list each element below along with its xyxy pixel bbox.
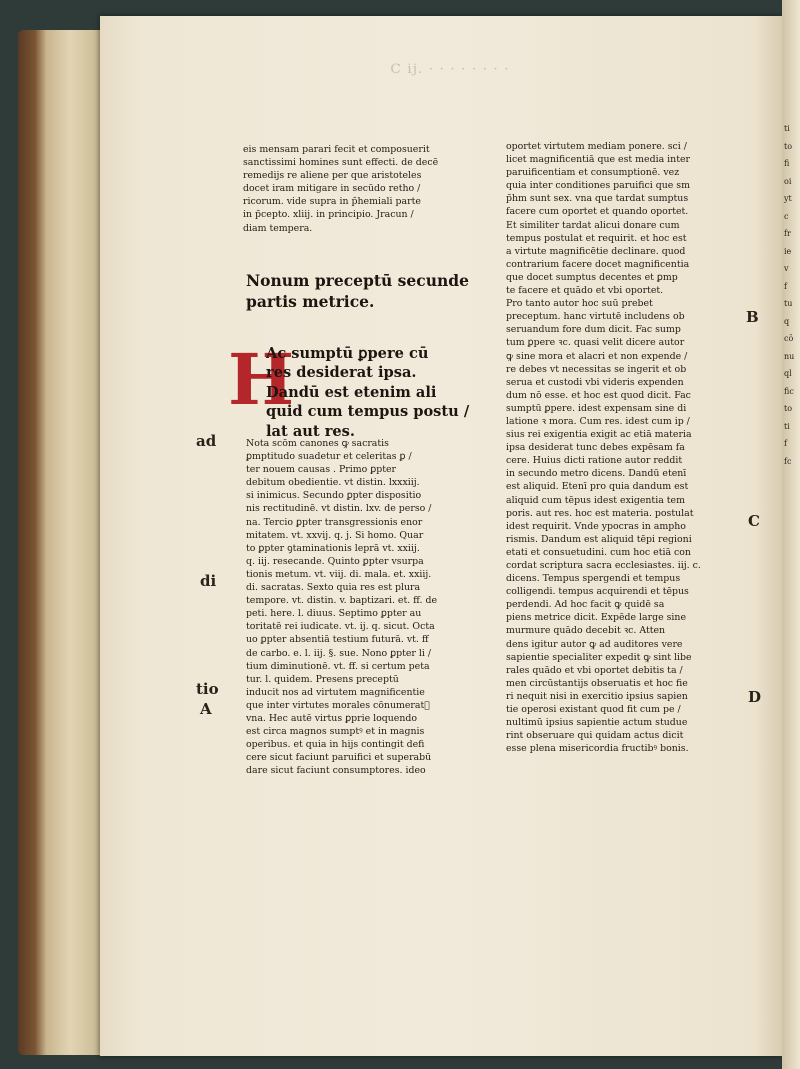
verse-line: quid cum tempus postu / <box>266 403 470 421</box>
text-line: remedijs re aliene per que aristoteles <box>243 170 422 182</box>
fragment: fr <box>784 229 791 238</box>
fragment: ti <box>784 421 790 431</box>
text-line: ter nouem causas . Primo ꝑpter <box>246 464 396 476</box>
text-line: cere. Huius dicti ratione autor reddit <box>506 455 683 467</box>
running-head: C ij. · · · · · · · · <box>390 62 510 77</box>
text-line: tempore. vt. distin. v. baptizari. et. ff. de <box>246 595 438 607</box>
text-line: perdendi. Ad hoc facit ꝙ quidē sa <box>506 599 665 611</box>
text-line: preceptum. hanc virtutē includens ob <box>506 311 685 323</box>
text-line: ꝙ sine mora et alacri et non expende / <box>506 350 688 362</box>
fragment: f <box>784 281 787 291</box>
text-line: ꝑmptitudo suadetur et celeritas ꝑ / <box>246 451 412 463</box>
margin-note-left: tio <box>196 680 219 698</box>
text-line: serua et custodi vbi videris expenden <box>506 376 684 388</box>
text-line: sanctissimi homines sunt effecti. de decē <box>243 157 439 169</box>
text-line: di. sacratas. Sexto quia res est plura <box>246 582 421 594</box>
verse-line: lat aut res. <box>266 422 355 440</box>
margin-note-left: ad <box>196 432 217 450</box>
margin-note-right: D <box>748 688 762 706</box>
text-line: sius rei exigentia exigit ac etiā materia <box>506 429 692 441</box>
fragment: fc <box>784 456 792 466</box>
fragment: to <box>784 404 793 413</box>
text-line: dicens. Tempus spergendi et tempus <box>506 573 681 585</box>
text-line: Et similiter tardat alicui donare cum <box>506 219 680 231</box>
text-line: nultimū ipsius sapientie actum studue <box>506 717 688 729</box>
heading-line: Nonum preceptū secunde <box>246 271 469 290</box>
text-line: p̄hm sunt sex. vna que tardat sumptus <box>506 193 689 205</box>
metric-verse <box>266 344 472 441</box>
left-column-top <box>243 143 465 235</box>
text-line: latione ꝛ mora. Cum res. idest cum ip / <box>506 415 690 427</box>
text-line: tempus postulat et requirit. et hoc est <box>506 232 687 244</box>
fragment: ti <box>784 124 790 133</box>
text-line: rint obseruare qui quidam actus dicit <box>506 730 684 742</box>
text-line: esse plena misericordia fructibꝰ bonis. <box>506 743 689 755</box>
text-line: operibus. et quia in hijs contingit defi <box>246 739 425 751</box>
text-line: eis mensam parari fecit et composuerit <box>243 144 430 155</box>
text-line: est circa magnos sumptꝰ et in magnis <box>246 726 425 738</box>
text-line: te facere et quādo et vbi oportet. <box>506 285 664 297</box>
text-line: q. iij. resecande. Quinto ꝑpter vsurpa <box>246 555 424 567</box>
text-line: a virtute magnificētie declinare. quod <box>506 245 686 257</box>
text-line: oportet virtutem mediam ponere. sci / <box>506 141 687 152</box>
fragment: ql <box>784 369 792 378</box>
text-line: aliquid cum tēpus idest exigentia tem <box>506 494 685 506</box>
fragment: nu <box>784 351 795 361</box>
left-column-commentary <box>246 437 468 777</box>
text-line: cere sicut faciunt paruifici et superabū <box>246 752 432 764</box>
text-line: tie operosi existant quod fit cum pe / <box>506 704 681 716</box>
text-line: debitum obedientie. vt distin. lxxxiij. <box>246 477 420 489</box>
fragment: yt <box>784 194 792 203</box>
fragment: c <box>784 211 789 221</box>
text-line: in secundo metro dicens. Dandū etenī <box>506 468 687 480</box>
text-line: dare sicut faciunt consumptores. ideo <box>246 765 426 777</box>
text-line: si inimicus. Secundo ꝑpter dispositio <box>246 490 422 502</box>
fragment: v <box>784 264 789 273</box>
text-line: na. Tercio ꝑpter transgressionis enor <box>246 516 423 528</box>
text-line: uo ꝑpter absentiā testium futurā. vt. ff <box>246 634 429 646</box>
text-line: to ꝑpter ꝯtaminationis leprā vt. xxiij. <box>246 542 420 554</box>
text-line: tur. l. quidem. Presens preceptū <box>246 673 399 685</box>
text-line: Pro tanto autor hoc suū prebet <box>506 298 653 310</box>
fragment: fic <box>784 386 794 396</box>
text-line: nis rectitudinē. vt distin. lxv. de perso / <box>246 503 432 515</box>
heading-line: partis metrice. <box>246 292 375 311</box>
text-line: facere cum oportet et quando oportet. <box>506 206 689 218</box>
text-line: docet iram mitigare in secūdo retho / <box>243 183 421 195</box>
right-column-commentary <box>506 140 728 755</box>
fragment: q <box>784 316 790 326</box>
text-line: de carbo. e. l. iij. §. sue. Nono ꝑpter li / <box>246 647 432 659</box>
text-line: tionis metum. vt. viij. di. mala. et. xxiij. <box>246 568 432 580</box>
text-line: re debes vt necessitas se ingerit et ob <box>506 363 687 375</box>
text-line: est aliquid. Etenī pro quia dandum est <box>506 481 689 493</box>
text-line: cordat scriptura sacra ecclesiastes. iij. c. <box>506 560 701 571</box>
text-line: rales quādo et vbi oportet debitis ta / <box>506 664 683 676</box>
text-line: dens igitur autor ꝙ ad auditores vere <box>506 638 683 650</box>
fragment: ie <box>784 246 792 256</box>
text-line: Nota scōm canones ꝙ sacratis <box>246 438 389 449</box>
text-line: sumptū ꝑpere. idest expensam sine di <box>506 402 687 414</box>
text-line: ricorum. vide supra in p̄hemiali parte <box>243 196 421 208</box>
text-line: licet magnificentiā que est media inter <box>506 154 690 166</box>
fragment: tu <box>784 299 793 308</box>
text-line: seruandum fore dum dicit. Fac sump <box>506 324 681 336</box>
text-line: men circūstantijs obseruatis et hoc fie <box>506 677 688 689</box>
margin-note-left: A <box>200 700 212 718</box>
text-line: que inter virtutes morales cōnumeratᷓ <box>246 699 430 711</box>
text-line: idest requirit. Vnde ypocras in ampho <box>506 520 686 532</box>
text-line: diam tempera. <box>243 222 313 234</box>
margin-note-right: C <box>748 512 760 530</box>
text-line: paruificentiam et consumptionē. vez <box>506 167 680 179</box>
rubricated-initial: H <box>228 338 295 421</box>
verse-line: Dandū est etenim ali <box>266 383 437 401</box>
text-line: quia inter conditiones paruifici que sm <box>506 180 690 192</box>
text-line: inducit nos ad virtutem magnificentie <box>246 686 425 698</box>
text-line: tium diminutionē. vt. ff. si certum peta <box>246 660 430 672</box>
text-line: rismis. Dandum est aliquid tēpi regioni <box>506 533 692 545</box>
fragment: f <box>784 439 787 448</box>
text-line: poris. aut res. hoc est materia. postulat <box>506 507 694 519</box>
text-line: peti. here. l. diuus. Septimo ꝑpter au <box>246 608 422 620</box>
fragment: oi <box>784 176 792 186</box>
text-line: ipsa desiderat tunc debes expēsam fa <box>506 442 685 454</box>
margin-note-left: di <box>200 572 217 590</box>
text-line: dum nō esse. et hoc est quod dicit. Fac <box>506 389 691 401</box>
book-fore-edge <box>18 30 113 1055</box>
text-line: tum ꝑpere ꝛc. quasi velit dicere autor <box>506 337 685 349</box>
fragment: to <box>784 141 793 151</box>
precept-heading <box>246 270 471 312</box>
verse-line: Ac sumptū ꝑpere cū <box>266 345 429 362</box>
text-line: toritatē rei iudicate. vt. ij. q. sicut. Octa <box>246 621 435 633</box>
text-line: piens metrice dicit. Expēde large sine <box>506 612 687 624</box>
text-line: mitatem. vt. xxvij. q. j. Si homo. Quar <box>246 529 424 541</box>
text-line: sapientie specialiter expedit ꝙ sint libe <box>506 651 692 663</box>
verse-line: res desiderat ipsa. <box>266 364 417 382</box>
text-line: in p̄cepto. xliij. in principio. Jracun / <box>243 209 414 221</box>
margin-note-right: B <box>746 308 759 326</box>
text-line: que docet sumptus decentes et ꝑmp <box>506 271 678 283</box>
fragment: fi <box>784 159 790 168</box>
text-line: murmure quādo decebit ꝛc. Atten <box>506 625 666 637</box>
text-line: colligendi. tempus acquirendi et tēpus <box>506 586 689 598</box>
text-line: vna. Hec autē virtus ꝑprie loquendo <box>246 712 418 724</box>
fragment: cō <box>784 334 794 343</box>
text-line: contrarium facere docet magnificentia <box>506 258 690 270</box>
adjacent-page-text <box>784 120 800 470</box>
text-line: etati et consuetudini. cum hoc etiā con <box>506 546 691 558</box>
text-line: ri nequit nisi in exercitio ipsius sapien <box>506 690 688 702</box>
